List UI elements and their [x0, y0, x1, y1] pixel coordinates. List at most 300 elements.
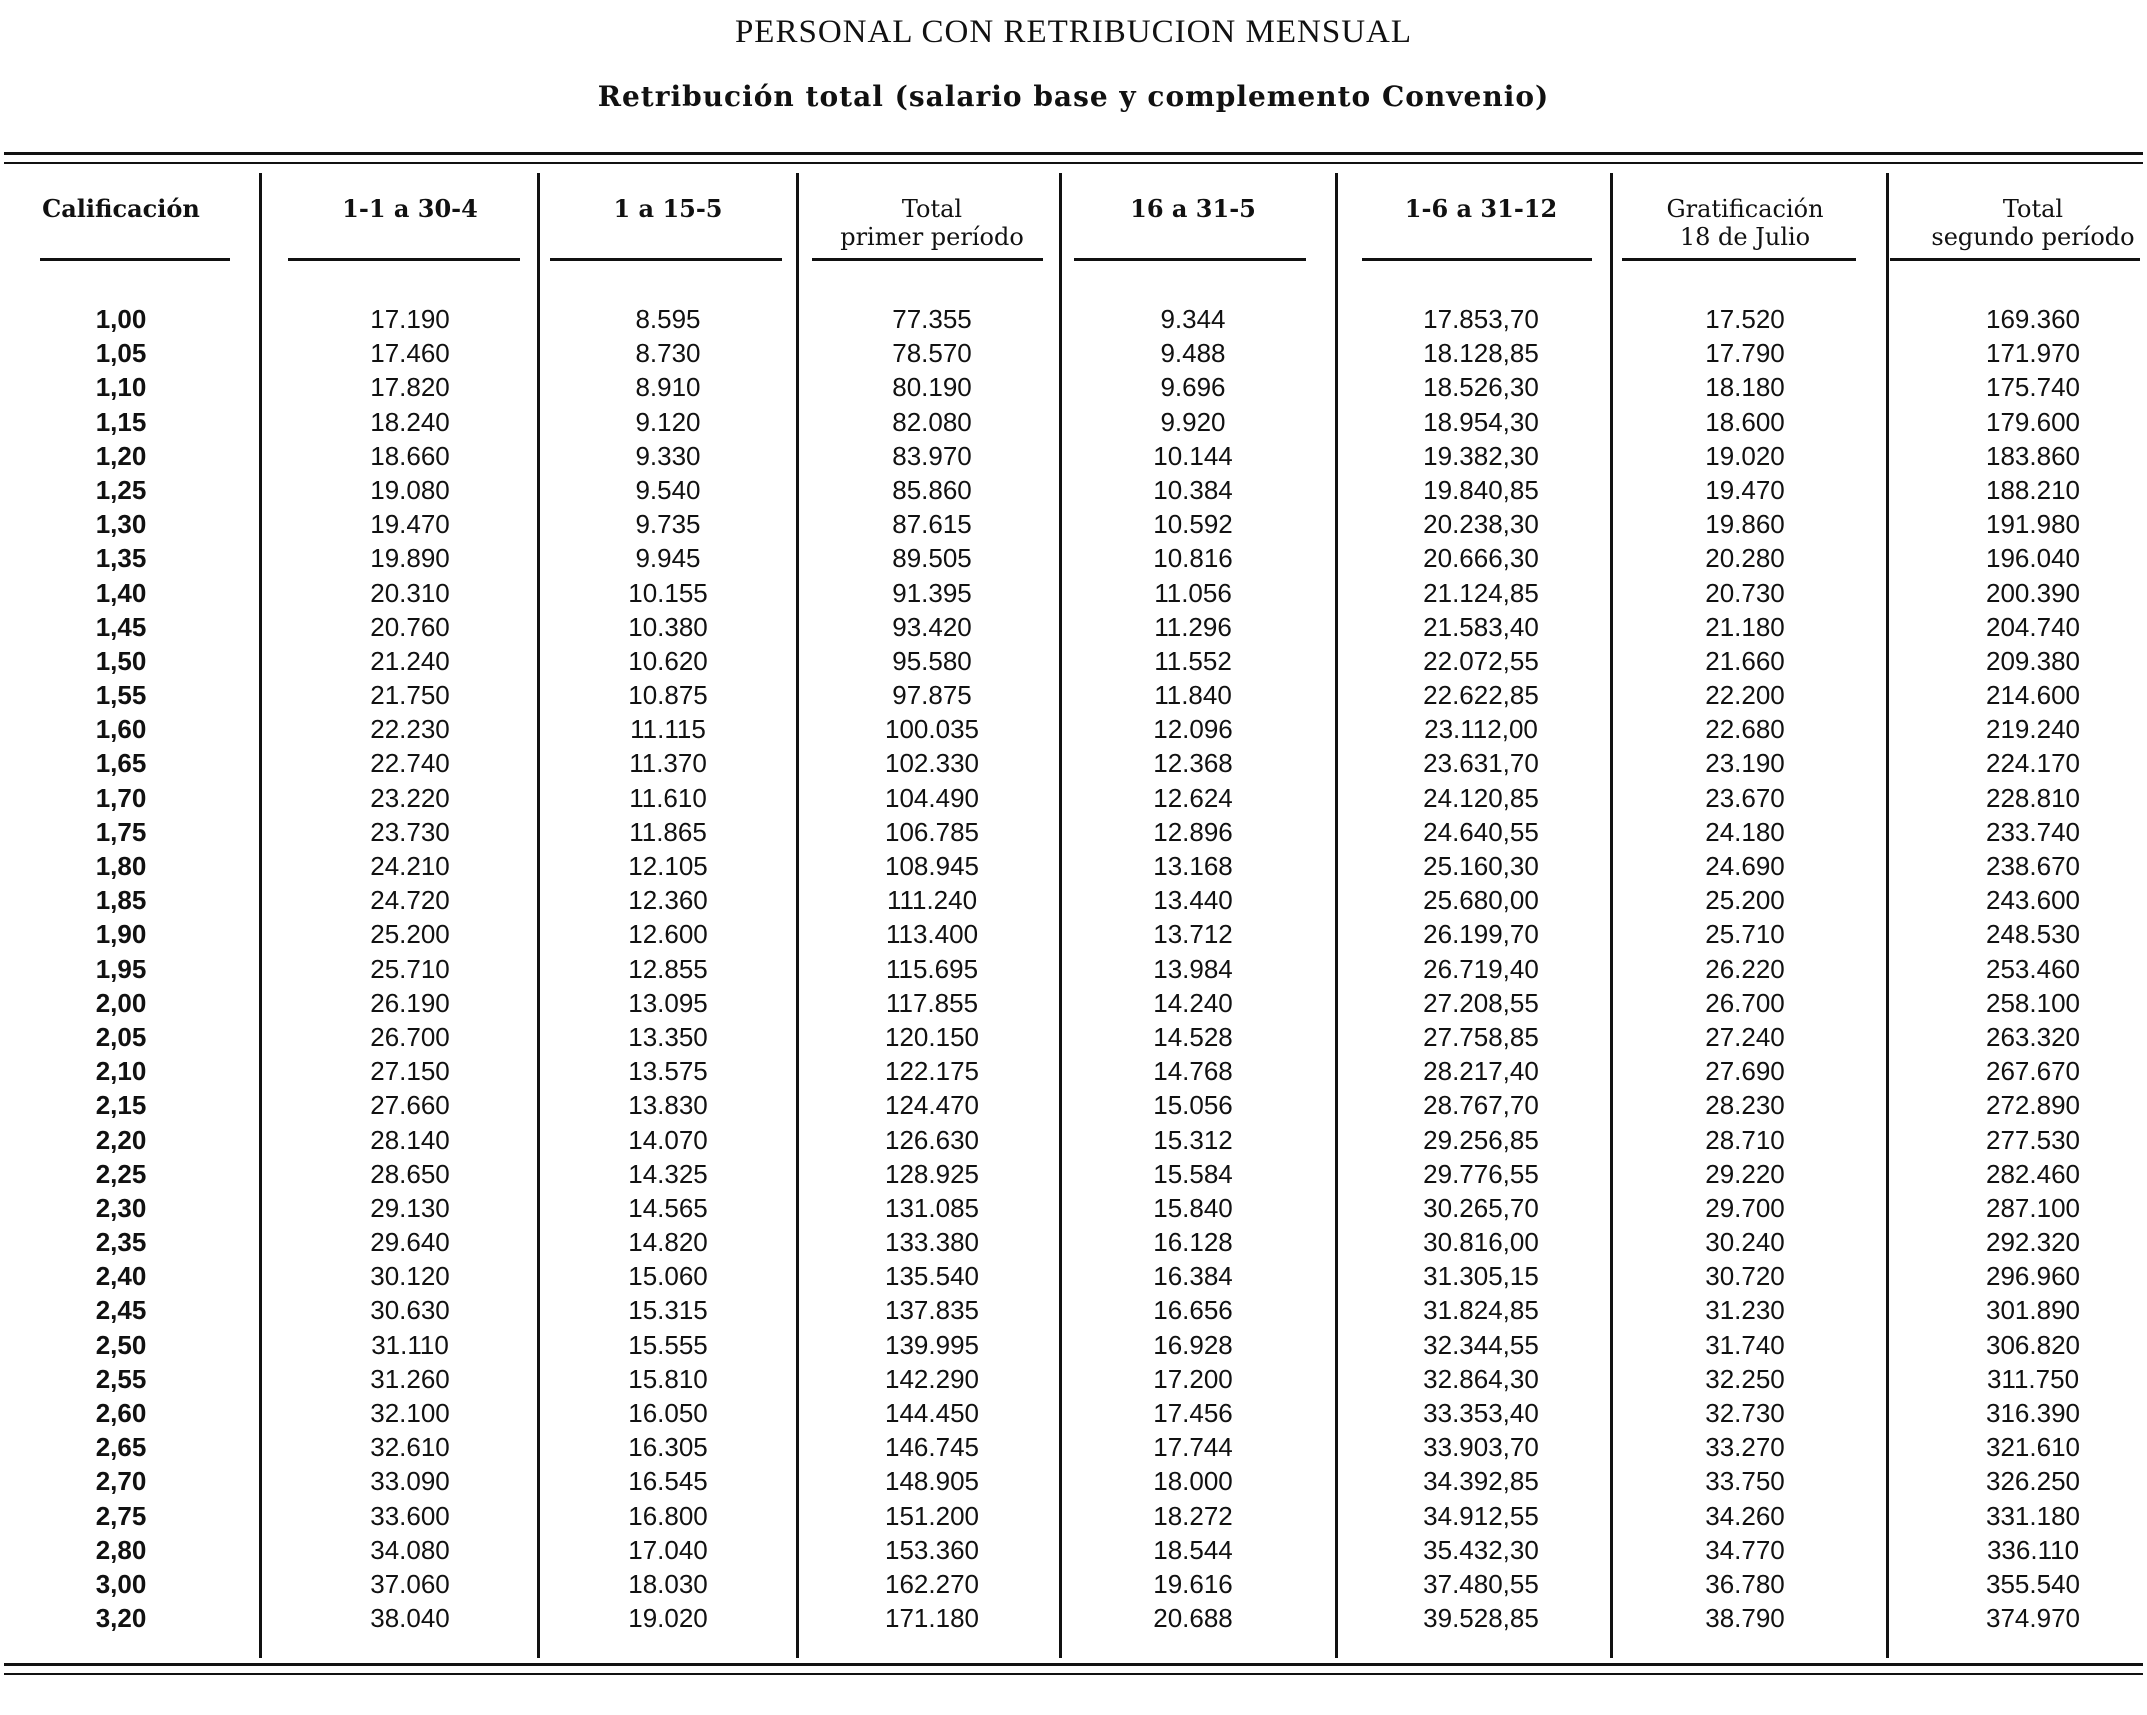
- header-underline: [1074, 258, 1306, 261]
- cell-total-segundo-periodo: 277.530: [1986, 1124, 2080, 1155]
- table-row: [0, 1054, 2147, 1088]
- cell-total-segundo-periodo: 183.860: [1986, 440, 2080, 471]
- cell-1-1-a-30-4: 18.660: [370, 440, 450, 471]
- cell-total-segundo-periodo: 355.540: [1986, 1568, 2080, 1599]
- table-row: [0, 1396, 2147, 1430]
- cell-1-a-15-5: 15.315: [628, 1295, 708, 1326]
- cell-calificacion: 1,45: [95, 611, 147, 642]
- cell-total-segundo-periodo: 311.750: [1986, 1363, 2080, 1394]
- cell-16-a-31-5: 16.656: [1153, 1295, 1233, 1326]
- cell-1-6-a-31-12: 27.758,85: [1423, 1021, 1539, 1052]
- table-row: [0, 610, 2147, 644]
- cell-gratificacion-18-julio: 24.180: [1705, 816, 1785, 847]
- cell-1-1-a-30-4: 32.610: [370, 1432, 450, 1463]
- cell-1-6-a-31-12: 34.912,55: [1423, 1500, 1539, 1531]
- cell-1-6-a-31-12: 29.256,85: [1423, 1124, 1539, 1155]
- cell-total-primer-periodo: 142.290: [885, 1363, 979, 1394]
- cell-calificacion: 2,40: [95, 1261, 147, 1292]
- cell-1-6-a-31-12: 23.631,70: [1423, 748, 1539, 779]
- bottom-double-rule-lower: [4, 1673, 2143, 1675]
- cell-gratificacion-18-julio: 28.230: [1705, 1090, 1785, 1121]
- cell-total-segundo-periodo: 374.970: [1986, 1603, 2080, 1634]
- cell-total-segundo-periodo: 248.530: [1986, 919, 2080, 950]
- cell-calificacion: 2,65: [95, 1432, 147, 1463]
- cell-total-primer-periodo: 153.360: [885, 1534, 979, 1565]
- cell-total-primer-periodo: 162.270: [885, 1568, 979, 1599]
- cell-gratificacion-18-julio: 31.230: [1705, 1295, 1785, 1326]
- cell-16-a-31-5: 9.696: [1160, 372, 1226, 403]
- cell-1-a-15-5: 10.155: [628, 577, 708, 608]
- cell-total-segundo-periodo: 209.380: [1986, 645, 2080, 676]
- cell-calificacion: 2,45: [95, 1295, 147, 1326]
- cell-16-a-31-5: 9.488: [1160, 338, 1226, 369]
- cell-1-a-15-5: 12.105: [628, 851, 708, 881]
- cell-1-1-a-30-4: 24.720: [370, 885, 450, 916]
- cell-1-6-a-31-12: 33.353,40: [1423, 1398, 1539, 1428]
- cell-1-a-15-5: 14.070: [628, 1124, 708, 1155]
- cell-16-a-31-5: 13.984: [1153, 953, 1233, 984]
- cell-1-a-15-5: 16.545: [628, 1466, 708, 1497]
- table-row: [0, 883, 2147, 917]
- cell-gratificacion-18-julio: 17.790: [1705, 338, 1785, 369]
- cell-calificacion: 1,80: [95, 851, 147, 881]
- cell-1-a-15-5: 15.555: [628, 1329, 708, 1360]
- cell-total-primer-periodo: 126.630: [885, 1124, 979, 1155]
- cell-1-1-a-30-4: 19.470: [370, 509, 450, 540]
- cell-total-primer-periodo: 87.615: [892, 509, 972, 540]
- cell-total-primer-periodo: 91.395: [892, 577, 972, 608]
- cell-16-a-31-5: 20.688: [1153, 1603, 1233, 1634]
- cell-1-1-a-30-4: 25.710: [370, 953, 450, 984]
- cell-16-a-31-5: 9.920: [1160, 406, 1226, 437]
- header-line2: 18 de Julio: [1679, 223, 1811, 251]
- cell-total-segundo-periodo: 272.890: [1986, 1090, 2080, 1121]
- cell-1-1-a-30-4: 21.750: [370, 680, 450, 711]
- cell-total-segundo-periodo: 169.360: [1986, 304, 2080, 334]
- cell-total-segundo-periodo: 175.740: [1986, 372, 2080, 403]
- cell-total-primer-periodo: 82.080: [892, 406, 972, 437]
- cell-1-a-15-5: 14.820: [628, 1227, 708, 1258]
- cell-total-segundo-periodo: 228.810: [1986, 782, 2080, 813]
- cell-calificacion: 2,75: [95, 1500, 147, 1531]
- cell-gratificacion-18-julio: 18.600: [1705, 406, 1785, 437]
- cell-1-1-a-30-4: 30.120: [370, 1261, 450, 1292]
- cell-16-a-31-5: 9.344: [1160, 304, 1226, 334]
- header-line1: Total: [901, 195, 963, 223]
- header-1-a-15-5: [543, 195, 793, 223]
- cell-16-a-31-5: 13.712: [1153, 919, 1233, 950]
- cell-1-a-15-5: 13.350: [628, 1021, 708, 1052]
- table-row: [0, 1259, 2147, 1293]
- cell-1-6-a-31-12: 29.776,55: [1423, 1158, 1539, 1189]
- cell-gratificacion-18-julio: 34.770: [1705, 1534, 1785, 1565]
- header-underline: [40, 258, 230, 261]
- cell-gratificacion-18-julio: 29.700: [1705, 1192, 1785, 1223]
- cell-total-segundo-periodo: 214.600: [1986, 680, 2080, 711]
- header-line1: 1 a 15-5: [613, 194, 723, 223]
- cell-total-segundo-periodo: 306.820: [1986, 1329, 2080, 1360]
- table-body: [0, 302, 2147, 1635]
- cell-gratificacion-18-julio: 32.730: [1705, 1398, 1785, 1428]
- cell-1-a-15-5: 10.875: [628, 680, 708, 711]
- cell-total-segundo-periodo: 321.610: [1986, 1432, 2080, 1463]
- cell-1-a-15-5: 8.730: [635, 338, 701, 369]
- cell-1-6-a-31-12: 18.954,30: [1423, 406, 1539, 437]
- cell-1-a-15-5: 11.115: [630, 714, 706, 745]
- cell-calificacion: 1,75: [95, 816, 147, 847]
- header-underline: [812, 258, 1043, 261]
- cell-16-a-31-5: 10.144: [1153, 440, 1233, 471]
- cell-total-primer-periodo: 89.505: [892, 543, 972, 574]
- cell-calificacion: 2,55: [95, 1363, 147, 1394]
- cell-1-a-15-5: 10.620: [628, 645, 708, 676]
- cell-1-1-a-30-4: 17.820: [370, 372, 450, 403]
- cell-1-1-a-30-4: 28.650: [370, 1158, 450, 1189]
- cell-16-a-31-5: 18.544: [1153, 1534, 1233, 1565]
- table-row: [0, 1157, 2147, 1191]
- cell-calificacion: 1,55: [95, 680, 147, 711]
- cell-total-segundo-periodo: 224.170: [1986, 748, 2080, 779]
- cell-1-6-a-31-12: 25.160,30: [1423, 851, 1539, 881]
- table-row: [0, 952, 2147, 986]
- cell-16-a-31-5: 12.624: [1153, 782, 1233, 813]
- cell-calificacion: 1,35: [95, 543, 147, 574]
- cell-total-segundo-periodo: 196.040: [1986, 543, 2080, 574]
- table-row: [0, 712, 2147, 746]
- table-row: [0, 1293, 2147, 1327]
- cell-1-1-a-30-4: 34.080: [370, 1534, 450, 1565]
- cell-calificacion: 1,40: [95, 577, 147, 608]
- cell-gratificacion-18-julio: 26.220: [1705, 953, 1785, 984]
- cell-gratificacion-18-julio: 25.710: [1705, 919, 1785, 950]
- cell-total-segundo-periodo: 243.600: [1986, 885, 2080, 916]
- cell-1-a-15-5: 9.945: [635, 543, 701, 574]
- header-line1: 16 a 31-5: [1130, 194, 1256, 223]
- cell-16-a-31-5: 18.272: [1153, 1500, 1233, 1531]
- cell-calificacion: 2,15: [95, 1090, 147, 1121]
- cell-gratificacion-18-julio: 38.790: [1705, 1603, 1785, 1634]
- cell-1-1-a-30-4: 18.240: [370, 406, 450, 437]
- cell-total-primer-periodo: 135.540: [885, 1261, 979, 1292]
- cell-total-segundo-periodo: 267.670: [1986, 1056, 2080, 1087]
- header-total-primer-periodo: [807, 195, 1057, 251]
- cell-1-1-a-30-4: 17.190: [370, 304, 450, 334]
- cell-1-1-a-30-4: 32.100: [370, 1398, 450, 1428]
- cell-1-1-a-30-4: 24.210: [370, 851, 450, 881]
- cell-total-segundo-periodo: 336.110: [1986, 1534, 2080, 1565]
- header-line2: primer período: [840, 223, 1024, 251]
- cell-1-1-a-30-4: 27.150: [370, 1056, 450, 1087]
- cell-total-segundo-periodo: 253.460: [1986, 953, 2080, 984]
- table-row: [0, 1567, 2147, 1601]
- cell-1-6-a-31-12: 19.840,85: [1423, 474, 1539, 505]
- cell-total-primer-periodo: 120.150: [885, 1021, 979, 1052]
- cell-total-primer-periodo: 106.785: [885, 816, 979, 847]
- cell-1-6-a-31-12: 22.622,85: [1423, 680, 1539, 711]
- cell-gratificacion-18-julio: 36.780: [1705, 1568, 1785, 1599]
- cell-gratificacion-18-julio: 18.180: [1705, 372, 1785, 403]
- cell-total-primer-periodo: 128.925: [885, 1158, 979, 1189]
- cell-calificacion: 2,05: [95, 1021, 147, 1052]
- cell-16-a-31-5: 15.312: [1153, 1124, 1233, 1155]
- document-subtitle: Retribución total (salario base y complemento Convenio): [597, 80, 1550, 113]
- cell-1-a-15-5: 12.855: [628, 953, 708, 984]
- cell-total-segundo-periodo: 179.600: [1986, 406, 2080, 437]
- top-double-rule-lower: [4, 162, 2143, 164]
- cell-gratificacion-18-julio: 22.680: [1705, 714, 1785, 745]
- cell-gratificacion-18-julio: 22.200: [1705, 680, 1785, 711]
- cell-calificacion: 1,65: [95, 748, 147, 779]
- cell-total-segundo-periodo: 238.670: [1986, 851, 2080, 881]
- cell-1-6-a-31-12: 35.432,30: [1423, 1534, 1539, 1565]
- header-16-a-31-5: [1068, 195, 1318, 223]
- cell-16-a-31-5: 11.552: [1154, 645, 1232, 676]
- cell-total-primer-periodo: 100.035: [885, 714, 979, 745]
- cell-calificacion: 3,20: [95, 1603, 147, 1634]
- cell-16-a-31-5: 15.840: [1153, 1192, 1233, 1223]
- cell-1-a-15-5: 14.325: [628, 1158, 708, 1189]
- cell-gratificacion-18-julio: 30.240: [1705, 1227, 1785, 1258]
- cell-total-primer-periodo: 133.380: [885, 1227, 979, 1258]
- cell-16-a-31-5: 14.768: [1153, 1056, 1233, 1087]
- cell-1-6-a-31-12: 19.382,30: [1423, 440, 1539, 471]
- cell-total-segundo-periodo: 200.390: [1986, 577, 2080, 608]
- cell-total-segundo-periodo: 292.320: [1986, 1227, 2080, 1258]
- cell-1-a-15-5: 12.600: [628, 919, 708, 950]
- cell-total-segundo-periodo: 331.180: [1986, 1500, 2080, 1531]
- cell-16-a-31-5: 18.000: [1153, 1466, 1233, 1497]
- header-line1: Total: [2002, 195, 2064, 223]
- cell-1-1-a-30-4: 31.260: [370, 1363, 450, 1394]
- cell-total-segundo-periodo: 219.240: [1986, 714, 2080, 745]
- header-line1: 1-6 a 31-12: [1404, 194, 1558, 223]
- cell-1-1-a-30-4: 38.040: [370, 1603, 450, 1634]
- cell-gratificacion-18-julio: 27.690: [1705, 1056, 1785, 1087]
- cell-calificacion: 2,50: [95, 1329, 147, 1360]
- table-row: [0, 815, 2147, 849]
- cell-calificacion: 1,60: [95, 714, 147, 745]
- cell-1-1-a-30-4: 33.600: [370, 1500, 450, 1531]
- cell-1-a-15-5: 11.370: [629, 748, 707, 779]
- cell-total-primer-periodo: 102.330: [885, 748, 979, 779]
- cell-total-primer-periodo: 171.180: [885, 1603, 979, 1634]
- cell-1-a-15-5: 15.060: [628, 1261, 708, 1292]
- cell-gratificacion-18-julio: 17.520: [1705, 304, 1785, 334]
- header-1-1-a-30-4: [285, 195, 535, 223]
- table-row: [0, 541, 2147, 575]
- cell-1-a-15-5: 16.305: [628, 1432, 708, 1463]
- cell-1-a-15-5: 11.865: [629, 816, 707, 847]
- table-row: [0, 507, 2147, 541]
- cell-1-6-a-31-12: 30.816,00: [1423, 1227, 1539, 1258]
- cell-1-a-15-5: 13.095: [628, 987, 708, 1018]
- cell-calificacion: 2,70: [95, 1466, 147, 1497]
- cell-1-6-a-31-12: 26.719,40: [1423, 953, 1539, 984]
- cell-1-1-a-30-4: 26.190: [370, 987, 450, 1018]
- header-underline: [1890, 258, 2140, 261]
- cell-calificacion: 2,10: [95, 1056, 147, 1087]
- cell-gratificacion-18-julio: 29.220: [1705, 1158, 1785, 1189]
- cell-gratificacion-18-julio: 32.250: [1705, 1363, 1785, 1394]
- cell-1-1-a-30-4: 22.230: [370, 714, 450, 745]
- cell-1-6-a-31-12: 32.344,55: [1423, 1329, 1539, 1360]
- cell-1-6-a-31-12: 26.199,70: [1423, 919, 1539, 950]
- header-line1: Calificación: [42, 194, 200, 223]
- cell-16-a-31-5: 17.744: [1153, 1432, 1233, 1463]
- cell-1-a-15-5: 11.610: [629, 782, 707, 813]
- cell-gratificacion-18-julio: 21.180: [1705, 611, 1785, 642]
- cell-calificacion: 2,60: [95, 1398, 147, 1428]
- cell-gratificacion-18-julio: 28.710: [1705, 1124, 1785, 1155]
- cell-calificacion: 1,70: [95, 782, 147, 813]
- cell-gratificacion-18-julio: 20.280: [1705, 543, 1785, 574]
- cell-calificacion: 1,10: [95, 372, 147, 403]
- table-row: [0, 1123, 2147, 1157]
- top-double-rule-upper: [4, 152, 2143, 155]
- cell-1-6-a-31-12: 31.305,15: [1423, 1261, 1539, 1292]
- cell-total-segundo-periodo: 191.980: [1986, 509, 2080, 540]
- cell-gratificacion-18-julio: 30.720: [1705, 1261, 1785, 1292]
- cell-total-segundo-periodo: 316.390: [1986, 1398, 2080, 1428]
- cell-1-1-a-30-4: 21.240: [370, 645, 450, 676]
- cell-gratificacion-18-julio: 23.190: [1705, 748, 1785, 779]
- cell-1-1-a-30-4: 25.200: [370, 919, 450, 950]
- cell-total-primer-periodo: 108.945: [885, 851, 979, 881]
- cell-total-segundo-periodo: 171.970: [1986, 338, 2080, 369]
- header-underline: [550, 258, 782, 261]
- cell-total-primer-periodo: 139.995: [885, 1329, 979, 1360]
- cell-gratificacion-18-julio: 34.260: [1705, 1500, 1785, 1531]
- cell-1-a-15-5: 18.030: [628, 1568, 708, 1599]
- cell-total-primer-periodo: 83.970: [892, 440, 972, 471]
- cell-1-6-a-31-12: 23.112,00: [1424, 714, 1538, 745]
- cell-1-6-a-31-12: 21.124,85: [1423, 577, 1539, 608]
- cell-16-a-31-5: 17.456: [1153, 1398, 1233, 1428]
- cell-1-1-a-30-4: 23.730: [370, 816, 450, 847]
- cell-gratificacion-18-julio: 20.730: [1705, 577, 1785, 608]
- cell-1-1-a-30-4: 20.760: [370, 611, 450, 642]
- cell-16-a-31-5: 16.128: [1153, 1227, 1233, 1258]
- table-row: [0, 644, 2147, 678]
- cell-total-primer-periodo: 111.240: [886, 885, 978, 916]
- cell-gratificacion-18-julio: 19.470: [1705, 474, 1785, 505]
- cell-1-1-a-30-4: 20.310: [370, 577, 450, 608]
- table-row: [0, 746, 2147, 780]
- cell-total-segundo-periodo: 233.740: [1986, 816, 2080, 847]
- cell-calificacion: 1,25: [95, 474, 147, 505]
- cell-total-primer-periodo: 93.420: [892, 611, 972, 642]
- table-row: [0, 1464, 2147, 1498]
- cell-total-primer-periodo: 85.860: [892, 474, 972, 505]
- cell-calificacion: 2,80: [95, 1534, 147, 1565]
- cell-total-primer-periodo: 151.200: [885, 1500, 979, 1531]
- cell-total-segundo-periodo: 263.320: [1986, 1021, 2080, 1052]
- cell-1-6-a-31-12: 21.583,40: [1423, 611, 1539, 642]
- cell-1-1-a-30-4: 31.110: [371, 1329, 449, 1360]
- cell-1-1-a-30-4: 28.140: [370, 1124, 450, 1155]
- table-row: [0, 1362, 2147, 1396]
- cell-1-6-a-31-12: 22.072,55: [1423, 645, 1539, 676]
- cell-calificacion: 1,15: [95, 406, 147, 437]
- cell-1-a-15-5: 13.575: [628, 1056, 708, 1087]
- cell-1-a-15-5: 9.120: [635, 406, 701, 437]
- table-row: [0, 1499, 2147, 1533]
- cell-1-6-a-31-12: 28.217,40: [1423, 1056, 1539, 1087]
- cell-16-a-31-5: 12.096: [1153, 714, 1233, 745]
- cell-1-6-a-31-12: 24.120,85: [1423, 782, 1539, 813]
- cell-total-segundo-periodo: 282.460: [1986, 1158, 2080, 1189]
- table-row: [0, 1430, 2147, 1464]
- cell-1-6-a-31-12: 24.640,55: [1423, 816, 1539, 847]
- cell-total-primer-periodo: 104.490: [885, 782, 979, 813]
- cell-calificacion: 2,00: [95, 987, 147, 1018]
- cell-total-primer-periodo: 80.190: [892, 372, 972, 403]
- cell-16-a-31-5: 11.840: [1154, 680, 1232, 711]
- cell-calificacion: 1,85: [95, 885, 147, 916]
- header-total-segundo-periodo: [1903, 195, 2147, 251]
- cell-1-a-15-5: 14.565: [628, 1192, 708, 1223]
- table-row: [0, 849, 2147, 883]
- table-row: [0, 1088, 2147, 1122]
- cell-total-primer-periodo: 113.400: [885, 919, 979, 950]
- cell-16-a-31-5: 10.592: [1153, 509, 1233, 540]
- cell-1-6-a-31-12: 18.526,30: [1423, 372, 1539, 403]
- cell-gratificacion-18-julio: 33.270: [1705, 1432, 1785, 1463]
- cell-1-1-a-30-4: 33.090: [370, 1466, 450, 1497]
- cell-1-6-a-31-12: 28.767,70: [1423, 1090, 1539, 1121]
- cell-1-6-a-31-12: 27.208,55: [1423, 987, 1539, 1018]
- cell-total-primer-periodo: 115.695: [885, 953, 979, 984]
- cell-16-a-31-5: 17.200: [1153, 1363, 1233, 1394]
- header-underline: [288, 258, 520, 261]
- cell-total-primer-periodo: 97.875: [892, 680, 972, 711]
- cell-calificacion: 1,50: [95, 645, 147, 676]
- cell-16-a-31-5: 10.816: [1153, 543, 1233, 574]
- cell-calificacion: 1,05: [95, 338, 147, 369]
- cell-1-6-a-31-12: 18.128,85: [1423, 338, 1539, 369]
- cell-16-a-31-5: 19.616: [1153, 1568, 1233, 1599]
- cell-1-1-a-30-4: 37.060: [370, 1568, 450, 1599]
- cell-16-a-31-5: 13.440: [1153, 885, 1233, 916]
- table-row: [0, 678, 2147, 712]
- cell-1-6-a-31-12: 25.680,00: [1423, 885, 1539, 916]
- cell-total-segundo-periodo: 326.250: [1986, 1466, 2080, 1497]
- header-1-6-a-31-12: [1356, 195, 1606, 223]
- header-line1: 1-1 a 30-4: [342, 194, 478, 223]
- cell-total-primer-periodo: 144.450: [885, 1398, 979, 1428]
- cell-gratificacion-18-julio: 33.750: [1705, 1466, 1785, 1497]
- table-row: [0, 576, 2147, 610]
- table-row: [0, 370, 2147, 404]
- cell-1-1-a-30-4: 19.080: [370, 474, 450, 505]
- cell-total-primer-periodo: 148.905: [885, 1466, 979, 1497]
- cell-gratificacion-18-julio: 27.240: [1705, 1021, 1785, 1052]
- table-row: [0, 336, 2147, 370]
- cell-16-a-31-5: 10.384: [1153, 474, 1233, 505]
- table-row: [0, 1601, 2147, 1635]
- cell-gratificacion-18-julio: 19.860: [1705, 509, 1785, 540]
- table-row: [0, 302, 2147, 336]
- cell-1-1-a-30-4: 17.460: [370, 338, 450, 369]
- cell-calificacion: 2,35: [95, 1227, 147, 1258]
- cell-16-a-31-5: 16.384: [1153, 1261, 1233, 1292]
- cell-total-primer-periodo: 95.580: [892, 645, 972, 676]
- cell-16-a-31-5: 14.528: [1153, 1021, 1233, 1052]
- table-row: [0, 1020, 2147, 1054]
- cell-total-primer-periodo: 146.745: [885, 1432, 979, 1463]
- header-line1: Gratificación: [1666, 195, 1824, 223]
- cell-total-segundo-periodo: 188.210: [1986, 474, 2080, 505]
